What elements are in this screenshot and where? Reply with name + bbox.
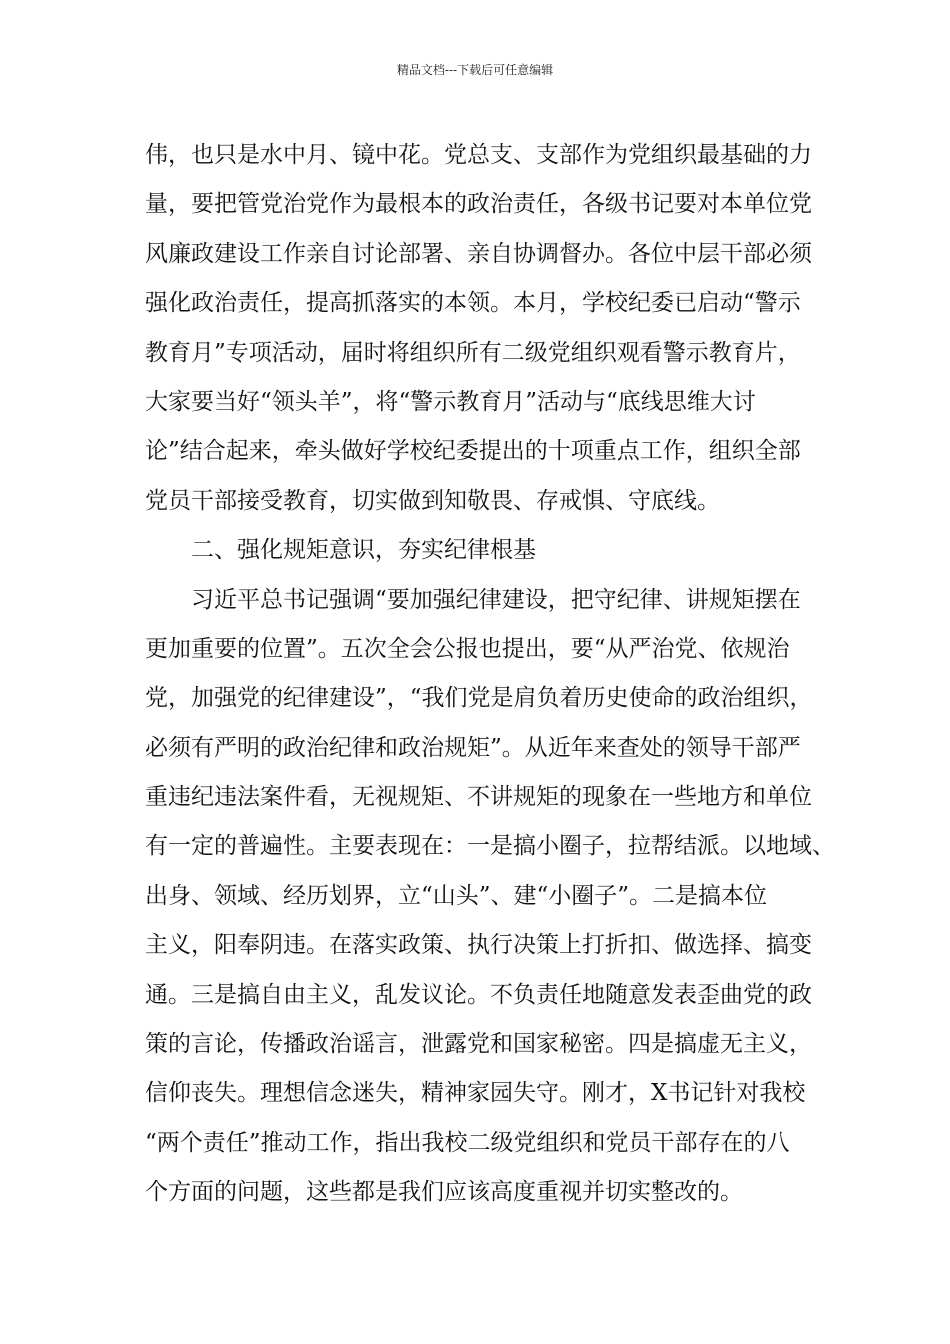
text-line: 伟，也只是水中月、镜中花。党总支、支部作为党组织最基础的力: [145, 142, 812, 168]
text-line: 量，要把管党治党作为最根本的政治责任，各级书记要对本单位党: [145, 191, 812, 218]
text-line: 更加重要的位置”。五次全会公报也提出，要“从严治党、依规治: [145, 635, 790, 662]
text-line: 个方面的问题，这些都是我们应该高度重视并切实整改的。: [145, 1179, 743, 1206]
text-line: 党员干部接受教育，切实做到知敬畏、存戒惧、守底线。: [145, 487, 720, 514]
text-line: 通。三是搞自由主义，乱发议论。不负责任地随意发表歪曲党的政: [145, 981, 812, 1008]
text-line: 大家要当好“领头羊”，将“警示教育月”活动与“底线思维大讨: [145, 388, 756, 415]
text-line: 强化政治责任，提高抓落实的本领。本月，学校纪委已启动“警示: [145, 290, 801, 317]
section-heading: 二、强化规矩意识，夯实纪律根基: [191, 537, 536, 564]
text-line: 主义，阳奉阴违。在落实政策、执行决策上打折扣、做选择、搞变: [145, 932, 812, 959]
text-line: 信仰丧失。理想信念迷失，精神家园失守。刚才，X书记针对我校: [145, 1080, 806, 1107]
text-line: 必须有严明的政治纪律和政治规矩”。从近年来查处的领导干部严: [145, 734, 801, 761]
text-line: 论”结合起来，牵头做好学校纪委提出的十项重点工作，组织全部: [145, 438, 801, 465]
document-body: [145, 131, 835, 1218]
text-line: 策的言论，传播政治谣言，泄露党和国家秘密。四是搞虚无主义，: [145, 1031, 812, 1058]
text-line: 党，加强党的纪律建设”，“我们党是肩负着历史使命的政治组织，: [145, 685, 813, 712]
text-line: 有一定的普遍性。主要表现在：一是搞小圈子，拉帮结派。以地域、: [145, 833, 835, 860]
text-line: 风廉政建设工作亲自讨论部署、亲自协调督办。各位中层干部必须: [145, 240, 812, 267]
text-line: “两个责任”推动工作，指出我校二级党组织和党员干部存在的八: [145, 1129, 790, 1156]
text-line: 教育月”专项活动，届时将组织所有二级党组织观看警示教育片，: [145, 339, 801, 366]
page-header: 精品文档---下载后可任意编辑: [396, 63, 554, 77]
text-line: 重违纪违法案件看，无视规矩、不讲规矩的现象在一些地方和单位: [145, 784, 812, 811]
text-line: 习近平总书记强调“要加强纪律建设，把守纪律、讲规矩摆在: [191, 586, 801, 613]
text-line: 出身、领域、经历划界，立“山头”、建“小圈子”。二是搞本位: [145, 882, 768, 909]
